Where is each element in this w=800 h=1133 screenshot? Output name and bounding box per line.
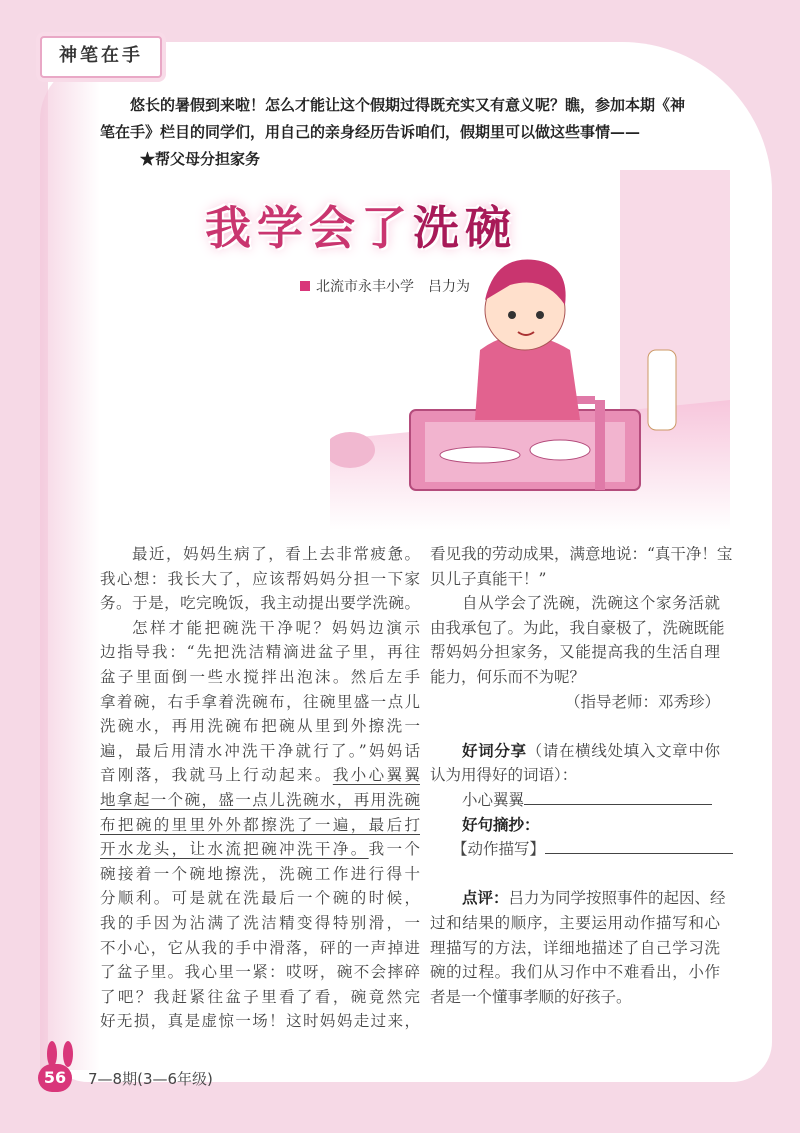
comment-line: 者是一个懂事孝顺的好孩子。 — [430, 987, 632, 1006]
underlined-sentence: 布把碗的里里外外都擦洗了一遍，最后打 — [100, 815, 420, 834]
text-line: 贝儿子真能干！” — [430, 569, 547, 588]
page-number: 56 — [38, 1064, 72, 1092]
text-segment: 务。于是，吃完晚饭，我主动提出要学洗碗。 — [100, 594, 420, 613]
text-line — [100, 960, 420, 985]
text-segment: 盆子里面倒一些水搅拌出泡沫。然后左手 — [100, 667, 420, 686]
text-segment: 碗接着一个碗地擦洗，洗碗工作进行得十 — [100, 864, 420, 883]
section-heading: ★帮父母分担家务 — [140, 150, 261, 168]
text-segment: 我一个 — [368, 840, 420, 859]
teacher-credit: （指导老师：邓秀珍） — [564, 692, 720, 711]
good-words-hint: 认为用得好的词语）： — [430, 766, 578, 785]
good-word: 小心翼翼 — [462, 790, 525, 809]
good-sentence-label: 好句摘抄： — [462, 814, 540, 834]
text-line: 由我承包了。为此，我自豪极了，洗碗既能 — [430, 618, 725, 637]
text-line — [100, 1009, 420, 1034]
comment-line: 碗的过程。我们从习作中不难看出，小作 — [430, 963, 720, 982]
text-line — [100, 665, 420, 690]
text-segment: 我的手因为沾满了洗洁精变得特别滑，一 — [100, 913, 420, 932]
good-words-hint: （请在横线处填入文章中你 — [526, 741, 720, 760]
good-word-row — [430, 788, 720, 813]
article-column-left — [100, 542, 420, 1034]
article-title — [205, 192, 517, 258]
text-line: 看见我的劳动成果，满意地说：“真干净！宝 — [430, 545, 733, 563]
text-segment: 遍，最后用清水冲洗干净就行了。”妈妈话 — [100, 741, 420, 760]
text-segment: 了吧？我赶紧往盆子里看了看，碗竟然完 — [100, 987, 420, 1006]
text-line — [100, 936, 420, 961]
text-segment: 最近，妈妈生病了，看上去非常疲惫。 — [132, 545, 420, 563]
good-words-heading — [430, 739, 720, 764]
boy-figure — [475, 260, 580, 421]
underlined-sentence: 地拿起一个碗，盛一点儿洗碗水，再用洗碗 — [100, 790, 420, 809]
intro-line: 悠长的暑假到来啦！怎么才能让这个假期过得既充实又有意义呢？瞧，参加本期《神 — [130, 96, 686, 114]
text-line — [100, 911, 420, 936]
byline — [300, 276, 470, 296]
square-bullet-icon — [300, 281, 310, 291]
comment-label: 点评： — [462, 888, 509, 908]
comment-line — [430, 886, 726, 911]
text-line — [100, 640, 420, 665]
text-segment: 好无损，真是虚惊一场！这时妈妈走过来， — [100, 1012, 420, 1031]
author: 北流市永丰小学 吕力为 — [316, 279, 470, 295]
text-line — [100, 567, 420, 592]
text-segment: 怎样才能把碗洗干净呢？妈妈边演示 — [132, 618, 420, 637]
text-segment: 分顺利。可是就在洗最后一个碗的时候， — [100, 889, 420, 908]
comment-line: 理描写的方法，详细地描述了自己学习洗 — [430, 938, 720, 957]
text-line — [100, 591, 420, 616]
intro-line: 笔在手》栏目的同学们，用自己的亲身经历告诉咱们，假期里可以做这些事情—— — [100, 123, 641, 141]
text-line — [100, 616, 420, 641]
column-tag — [40, 36, 162, 78]
title-part: 我学会了 — [205, 201, 413, 255]
fill-in-blank[interactable] — [524, 790, 712, 805]
text-line — [100, 763, 420, 788]
text-line — [100, 837, 420, 862]
article-column-right — [430, 542, 733, 1009]
text-line — [100, 690, 420, 715]
text-segment: 拿着碗，右手拿着洗碗布，往碗里盛一点儿 — [100, 692, 420, 711]
sentence-type: 【动作描写】 — [452, 840, 546, 859]
good-words-label: 好词分享 — [462, 740, 527, 760]
issue-label: 7—8期(3—6年级) — [88, 1070, 213, 1088]
text-line — [100, 886, 420, 911]
title-highlight: 洗碗 — [413, 201, 517, 255]
intro-paragraph — [100, 92, 730, 146]
decorative-band — [40, 60, 100, 1070]
text-line — [100, 985, 420, 1010]
text-line — [100, 542, 420, 567]
text-segment: 了盆子里。我心里一紧：哎呀，碗不会摔碎 — [100, 963, 420, 982]
underlined-sentence: 开水龙头，让水流把碗冲洗干净。 — [100, 840, 369, 859]
text-segment: 不小心，它从我的手中滑落，砰的一声掉进 — [100, 938, 420, 957]
sentence-row — [430, 837, 720, 862]
text-segment: 边指导我：“先把洗洁精滴进盆子里，再往 — [100, 643, 420, 662]
text-segment: 我心想：我长大了，应该帮妈妈分担一下家 — [100, 569, 420, 588]
fill-in-blank[interactable] — [545, 839, 733, 854]
text-line — [100, 813, 420, 838]
column-tag-label: 神笔在手 — [59, 45, 143, 66]
text-line: 自从学会了洗碗，洗碗这个家务活就 — [462, 594, 720, 613]
underlined-sentence: 我小心翼翼 — [332, 766, 420, 785]
comment-line: 过和结果的顺序，主要运用动作描写和心 — [430, 913, 720, 932]
comment-text: 吕力为同学按照事件的起因、经 — [508, 889, 726, 908]
text-line — [100, 739, 420, 764]
text-line — [100, 788, 420, 813]
text-line — [100, 862, 420, 887]
text-line: 帮妈妈分担家务，又能提高我的生活自理 — [430, 643, 720, 662]
text-segment: 音刚落，我就马上行动起来。 — [100, 766, 333, 785]
text-line — [100, 714, 420, 739]
text-line: 能力，何乐而不为呢？ — [430, 667, 586, 686]
text-segment: 洗碗水，再用洗碗布把碗从里到外擦洗一 — [100, 717, 420, 736]
